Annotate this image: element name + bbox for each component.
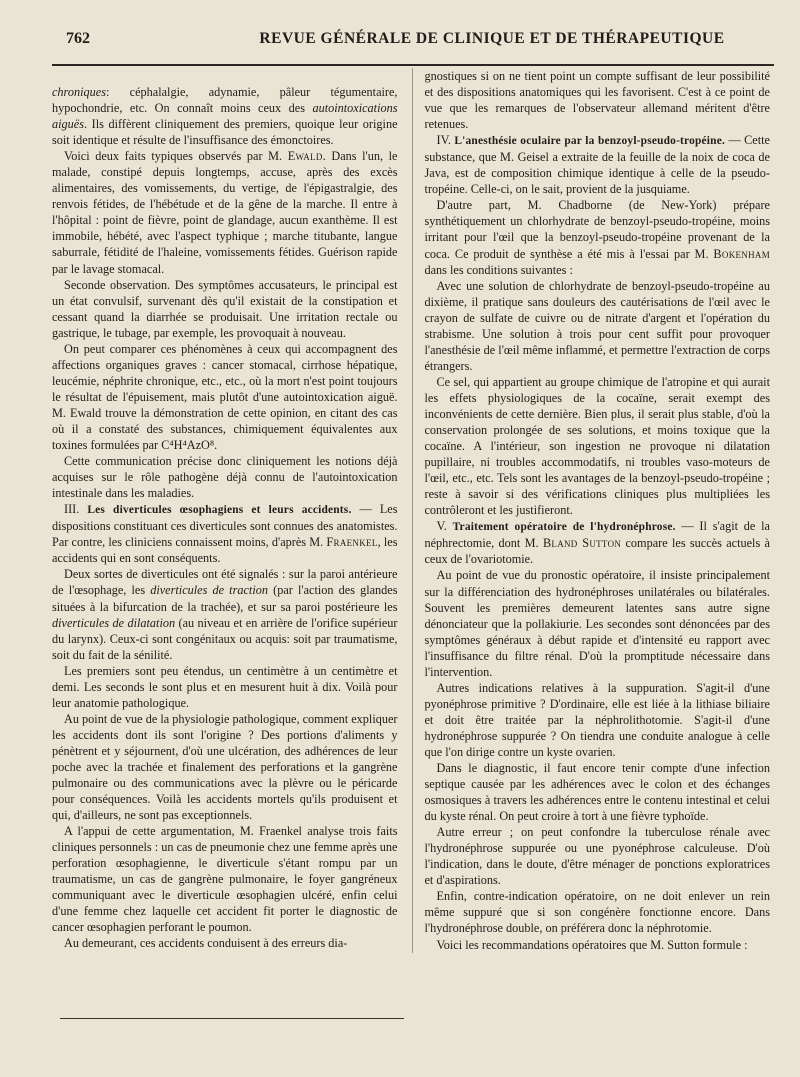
paragraph [425,888,771,936]
text-run: compare les succès actuels à ceux de l'ovariotomie. [424,536,770,567]
paragraph [425,824,771,888]
section-heading: Les diverticules œsophagiens et leurs accidents. [87,504,352,517]
two-column-body [52,69,770,953]
text-run: On peut comparer ces phénomènes à ceux qui accompagnent des affections organiques graves : cancer stomacal, cirrhose hépatique, leucémie, néphrite chronique, etc., etc., où la mort n'est point toujours le résultat de l'épuisement, mais plutôt d'une autointoxication aiguë. M. Ewald trouve la démonstration de cette opinion, en citant des cas où il a constaté des substances, chimiquement équivalentes aux toxines formulées par C⁴H⁴AzO⁸. [52,341,398,453]
paragraph [425,567,771,679]
text-run: Dans le diagnostic, il faut encore tenir compte d'une infection septique causée par les adhérences avec le colon et des échanges osmosiques à travers les adhérences entre le contenu intestinal et celui du kyste rénal. On peut croire à tort à une fièvre typhoïde. [424,761,770,824]
author-name: Ewald [287,149,323,164]
paragraph [425,680,771,760]
text-run: Voici les recommandations opératoires que M. Sutton formule : [436,937,748,952]
text-run: (au niveau et en arrière de l'orifice supérieur du larynx). Ceux-ci sont congénitaux ou acquis: soit par traumatisme, soit du fait de la sénilité. [52,615,398,662]
text-run: Avec une solution de chlorhydrate de benzoyl-pseudo-tropéine au dixième, il pratique sans douleurs des cautérisations de l'œil avec le crayon de sulfate de cuivre ou de nitrate d'argent et l'opération du strabisme. Une solution à trois pour cent suffit pour provoquer l'anesthésie de l'œil même inflammé, et permettre l'extraction de corps étrangers. [424,278,770,373]
text-run: III. [64,502,88,517]
paragraph [52,663,398,711]
text-run: IV. [436,133,455,148]
author-name: Fraenkel [326,535,378,550]
paragraph [52,341,398,453]
paragraph [52,935,398,951]
paragraph [425,278,771,374]
author-name: Bokenham [713,246,770,261]
text-run: : céphalalgie, adynamie, pâleur tégumentaire, hypochondrie, etc. On connaît moins ceux des [52,85,398,116]
text-run: Les premiers sont peu étendus, un centimètre à un centimètre et demi. Les seconds le sont plus et en mesurent huit à dix. Voilà pour leur anatomie pathologique. [52,663,398,710]
text-run: — Il s'agit de la néphrectomie, dont M. [424,519,770,551]
text-run: Autres indications relatives à la suppuration. S'agit-il d'une pyonéphrose primitive ? D'ordinaire, elle est liée à la lithiase biliaire et doit être traitée par la néphrolithotomie. S'agit-il d'une hydronéphrose suppurée ? On tiendra une conduite analogue à celle que l'on dirige contre un kyste ovarien. [424,680,770,759]
text-run: Enfin, contre-indication opératoire, on ne doit enlever un rein même suppuré que si son congénère fonctionne encore. Dans l'hydronéphrose double, on préférera donc la néphrotomie. [424,889,770,936]
italic-term: chroniques [52,85,106,99]
paragraph [425,760,771,824]
section-heading: L'anesthésie oculaire par la benzoyl-pseudo-tropéine. [454,135,725,148]
text-run: Seconde observation. Des symptômes accusateurs, le principal est un état convulsif, survenant dès qu'il existait de la constipation et cessant quand la diarrhée se produisait. Une irritation rectale ou gastrique, le tubage, par exemple, les provoquait à nouveau. [52,277,398,340]
text-run: A l'appui de cette argumentation, M. Fraenkel analyse trois faits cliniques personnels : un cas de pneumonie chez une femme après une perforation œsophagienne, le diverticule s'étant rompu par un traumatisme, un cas de gangrène pulmonaire, le foyer gangréneux communiquant avec le diverticule œsophagien ulcéré, enfin celui d'une femme chez laquelle cet accident fit porter le diagnostic de cancer œsophagien perforant le poumon. [52,824,398,935]
paragraph [52,501,398,566]
text-run: . Ils diffèrent cliniquement des premiers, quoique leur origine soit identique et résulte de l'insuffisance des émonctoires. [52,117,398,148]
paragraph [425,518,771,567]
left-column [52,84,398,953]
paragraph [425,937,771,953]
text-run: Voici deux faits typiques observés par M. [64,149,288,164]
paragraph [425,132,771,197]
paragraph [425,197,771,277]
paragraph [425,68,771,132]
italic-term: diverticules de traction [150,583,268,598]
text-run: Au demeurant, ces accidents conduisent à des erreurs dia- [64,936,348,951]
header-rule [52,64,774,66]
text-run: . Dans l'un, le malade, constipé depuis longtemps, accuse, après des excès alimentaires, des vomissements, du vertige, de l'épigastralgie, des renvois fétides, de l'hébétude et de la gêne de la marche. Il entre à l'hôpital : point de fièvre, point de glandage, aucun exanthème. Il est immobile, hébété, avec l'aspect typhique ; marche titubante, langue saburrale, fétidité de l'haleine, vomissements fétides. Guérison rapide par le lavage stomacal. [52,149,398,276]
text-run: Cette communication précise donc cliniquement les notions déjà acquises sur le rôle pathogène déjà connu de l'autointoxication intestinale dans les maladies. [52,454,398,501]
text-run: Autre erreur ; on peut confondre la tuberculose rénale avec l'hydronéphrose suppurée ou une pyonéphrose calculeuse. D'où l'indication, dans le doute, d'être ménager de ponctions exploratrices et d'aspirations. [424,825,770,888]
paragraph [425,374,771,518]
paragraph [52,823,398,935]
paragraph [52,453,398,501]
page-number: 762 [66,30,90,47]
running-head [52,30,770,52]
italic-term: autointoxications aiguës [52,101,398,132]
text-run: Au point de vue du pronostic opératoire, il insiste principalement sur la différenciation des hydronéphroses unilatérales ou bilatérales. Souvent les premières demeurent latentes sans autre signe dénonciateur que la pollakiurie. Les secondes sont dénoncées par des symptômes généraux à début rapide et d'intensité eu rapport avec l'insuffisance du filtre rénal. D'où la promptitude nécessaire dans l'intervention. [424,568,770,679]
bottom-rule [60,1018,404,1019]
text-run: — Les dispositions constituant ces diverticules sont connues des anatomistes. Par contre, les cliniciens connaissent moins, d'après M. [52,502,398,550]
text-run: V. [436,519,453,534]
journal-title: REVUE GÉNÉRALE DE CLINIQUE ET DE THÉRAPEUTIQUE [259,30,725,47]
text-run: Au point de vue de la physiologie pathologique, comment expliquer les accidents dont ils sont l'origine ? Des portions d'aliments y pénètrent et y séjournent, d'où une ulcération, des adhérences de leur poche avec la trachée et finalement des perforations et la gangrène pulmonaire ou des communications avec la plèvre ou le péricarde pour conséquences. Voilà les accidents mortels qu'ils produisent et qui, d'ailleurs, ne sont pas exceptionnels. [52,711,398,823]
paragraph [52,711,398,823]
author-name: Bland Sutton [542,536,622,551]
right-column [412,68,771,953]
text-run: , les accidents qui en sont conséquents. [52,535,398,566]
text-run: D'autre part, M. Chadborne (de New-York) prépare synthétiquement un chlorhydrate de benzoyl-pseudo-tropéine, moins irritant pour l'œil que la benzoyl-pseudo-tropéine provenant de la coca. Ce produit de synthèse a été mis à l'essai par M. [424,198,770,261]
paragraph [52,148,398,276]
text-run: dans les conditions suivantes : [424,262,573,277]
paragraph [52,566,398,662]
paragraph [52,84,398,148]
paragraph [52,277,398,341]
text-run: — Cette substance, que M. Geisel a extraite de la feuille de la noix de coca de Java, est de composition chimique identique à celle de la pseudo-tropéine. Celle-ci, on le sait, provient de la jusquiame. [424,133,770,197]
text-run: (par l'action des glandes situées à la bifurcation de la trachée), et sur sa paroi postérieure les [52,583,398,614]
text-run: Deux sortes de diverticules ont été signalés : sur la paroi antérieure de l'œsophage, les [52,567,398,598]
text-run: Ce sel, qui appartient au groupe chimique de l'atropine et qui aurait les effets physiologiques de la cocaïne, serait exempt des inconvénients de cette dernière. Bien plus, il serait plus stable, d'où la conservation prolongée de ses solutions, et moins toxique que la cocaïne. A l'intérieur, son ingestion ne provoque ni dilatation pupillaire, ni troubles accommodatifs, ni troubles vaso-moteurs de l'œil, etc., etc. Tels sont les avantages de la benzoyl-pseudo-tropéine ; reste à savoir si des vérifications cliniques plus multipliées les contrôleront et les justifieront. [424,374,770,518]
section-heading: Traitement opératoire de l'hydronéphrose. [452,521,676,534]
italic-term: diverticules de dilatation [52,615,176,630]
text-run: gnostiques si on ne tient point un compte suffisant de leur possibilité et des dispositions anatomiques qui les favorisent. C'est à ce point de vue que les remarques de l'observateur allemand méritent d'être retenues. [424,69,770,132]
